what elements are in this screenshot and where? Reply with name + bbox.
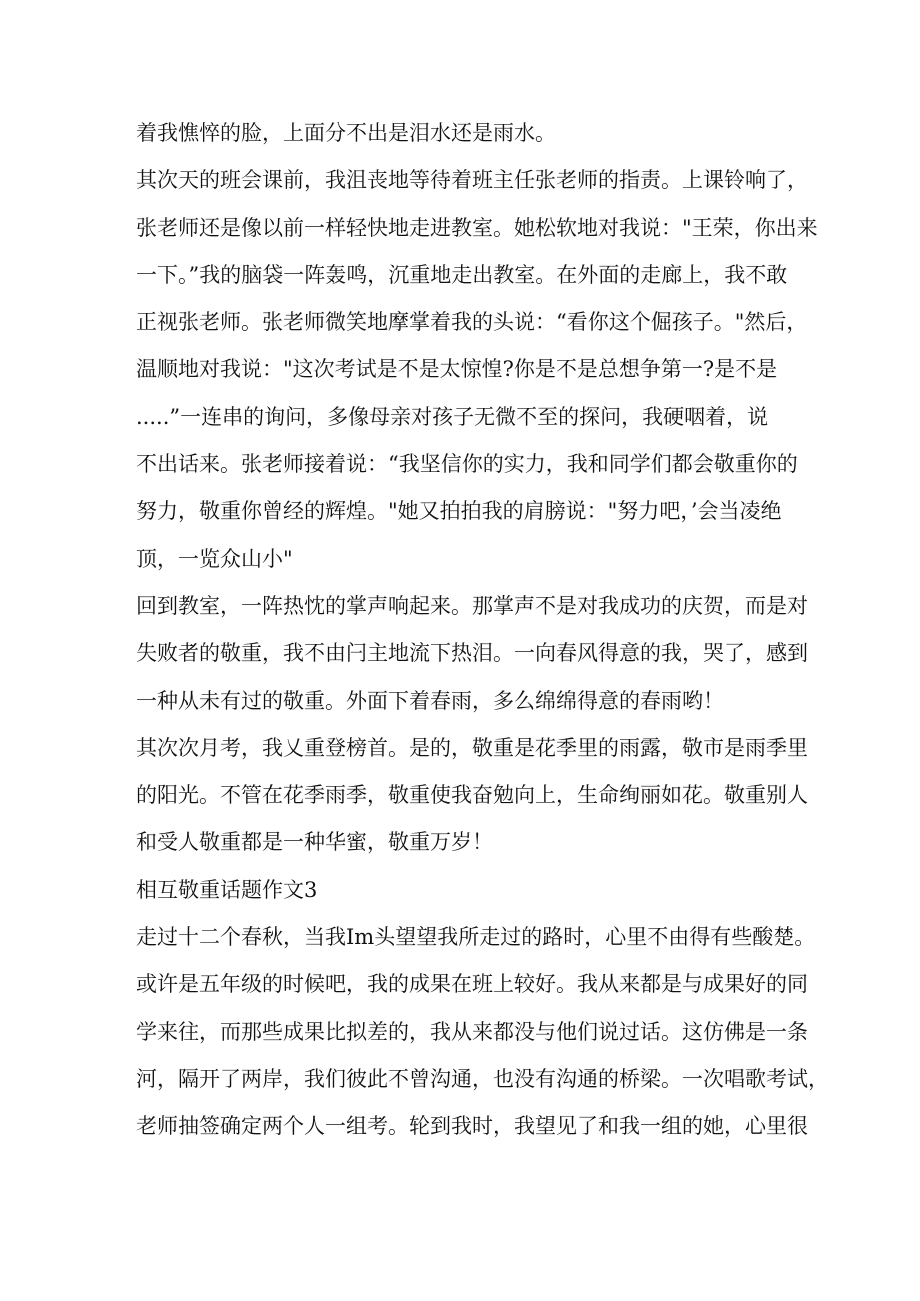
text-line: 的阳光。不管在花季雨季，敬重使我奋勉向上，生命绚丽如花。敬重别人 — [136, 783, 808, 808]
text-line: 顶，一览众山小" — [136, 546, 293, 571]
text-line: 不出话来。张老师接着说：“我坚信你的实力，我和同学们都会敬重你的 — [136, 452, 798, 477]
text-line: 回到教室，一阵热忱的掌声响起来。那掌声不是对我成功的庆贺，而是对 — [136, 593, 808, 618]
text-line: 张老师还是像以前一样轻快地走进教室。她松软地对我说："王荣，你出来 — [136, 215, 818, 240]
text-line: 一下。”我的脑袋一阵轰鸣，沉重地走出教室。在外面的走廊上，我不敢 — [136, 262, 788, 287]
document-body — [136, 110, 829, 1151]
text-line: .....”一连串的询问，多像母亲对孩子无微不至的探问，我硬咽着，说 — [136, 404, 769, 429]
text-line: 其次次月考，我乂重登榜首。是的，敬重是花季里的雨露，敬市是雨季里 — [136, 735, 808, 760]
text-line: 老师抽签确定两个人一组考。轮到我时，我望见了和我一组的她，心里很 — [136, 1114, 808, 1139]
text-line: 正视张老师。张老师微笑地摩掌着我的头说：“看你这个倔孩子。"然后， — [136, 310, 808, 335]
text-line: 河，隔开了两岸，我们彼此不曾沟通，也没有沟通的桥梁。一次唱歌考试， — [136, 1066, 829, 1091]
text-line: 或许是五年级的时候吧，我的成果在班上较好。我从来都是与成果好的同 — [136, 972, 808, 997]
text-line: 着我憔悴的脸，上面分不出是泪水还是雨水。 — [136, 121, 556, 145]
text-line: 失败者的敬重，我不由闩主地流下热泪。一向春风得意的我，哭了，感到 — [136, 641, 808, 666]
text-line: 努力，敬重你曾经的辉煌。"她又拍拍我的肩膀说："努力吧，’会当凌绝 — [136, 499, 782, 524]
text-line: 温顺地对我说："这次考试是不是太惊惶?你是不是总想争第一?是不是 — [136, 357, 778, 382]
text-line: 和受人敬重都是一种华蜜，敬重万岁！ — [136, 830, 493, 855]
text-line: 一种从未有过的敬重。外面下着春雨，多么绵绵得意的春雨哟！ — [136, 688, 724, 713]
text-line: 走过十二个春秋，当我Im头望望我所走过的路时，心里不由得有些酸楚。 — [136, 925, 816, 950]
text-line: 学来往，而那些成果比拟差的，我从来都没与他们说过话。这仿佛是一条 — [136, 1019, 808, 1044]
section-heading: 相互敬重话题作文3 — [136, 877, 318, 902]
text-line: 其次天的班会课前，我沮丧地等待着班主任张老师的指责。上课铃响了， — [136, 168, 808, 193]
